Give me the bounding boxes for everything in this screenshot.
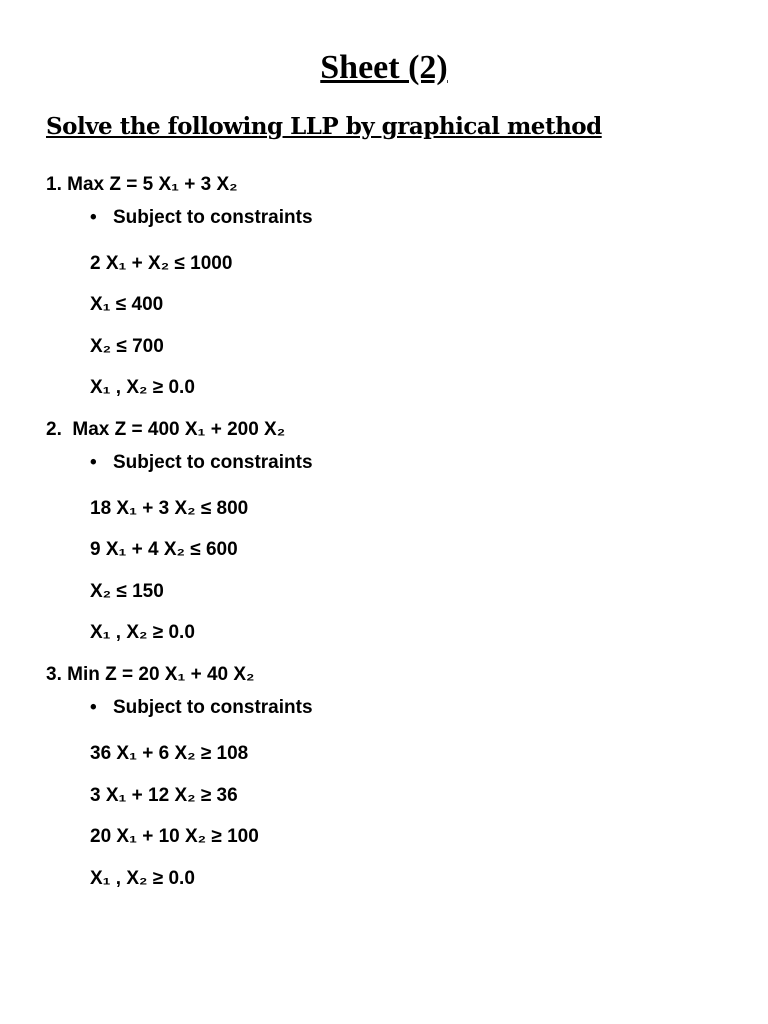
problem-3-bullet	[90, 696, 313, 720]
problem-2-constraint-3: X₂ ≤ 150	[90, 581, 164, 602]
problem-3-constraint-4: X₁ , X₂ ≥ 0.0	[90, 868, 195, 889]
bullet-label: Subject to constraints	[113, 207, 313, 228]
instruction-heading: Solve the following LLP by graphical method	[46, 113, 602, 140]
sheet-title: Sheet (2)	[320, 49, 448, 86]
problem-3-constraint-2: 3 X₁ + 12 X₂ ≥ 36	[90, 785, 238, 806]
bullet-icon: •	[90, 697, 97, 718]
problem-2-constraint-1: 18 X₁ + 3 X₂ ≤ 800	[90, 498, 249, 519]
problem-2-bullet	[90, 451, 313, 475]
bullet-label: Subject to constraints	[113, 452, 313, 473]
problem-3-objective: 3. Min Z = 20 X₁ + 40 X₂	[46, 664, 255, 685]
problem-3-constraint-3: 20 X₁ + 10 X₂ ≥ 100	[90, 826, 259, 847]
problem-1-constraint-2: X₁ ≤ 400	[90, 294, 164, 315]
problem-1-constraint-1: 2 X₁ + X₂ ≤ 1000	[90, 253, 233, 274]
problem-2-constraint-4: X₁ , X₂ ≥ 0.0	[90, 622, 195, 643]
bullet-label: Subject to constraints	[113, 697, 313, 718]
problem-3-constraint-1: 36 X₁ + 6 X₂ ≥ 108	[90, 743, 249, 764]
problem-1-constraint-4: X₁ , X₂ ≥ 0.0	[90, 377, 195, 398]
problem-2-objective: 2. Max Z = 400 X₁ + 200 X₂	[46, 419, 286, 440]
problem-1-bullet	[90, 206, 313, 230]
problem-2-constraint-2: 9 X₁ + 4 X₂ ≤ 600	[90, 539, 238, 560]
bullet-icon: •	[90, 452, 97, 473]
bullet-icon: •	[90, 207, 97, 228]
problem-1-constraint-3: X₂ ≤ 700	[90, 336, 164, 357]
problem-1-objective: 1. Max Z = 5 X₁ + 3 X₂	[46, 174, 238, 195]
